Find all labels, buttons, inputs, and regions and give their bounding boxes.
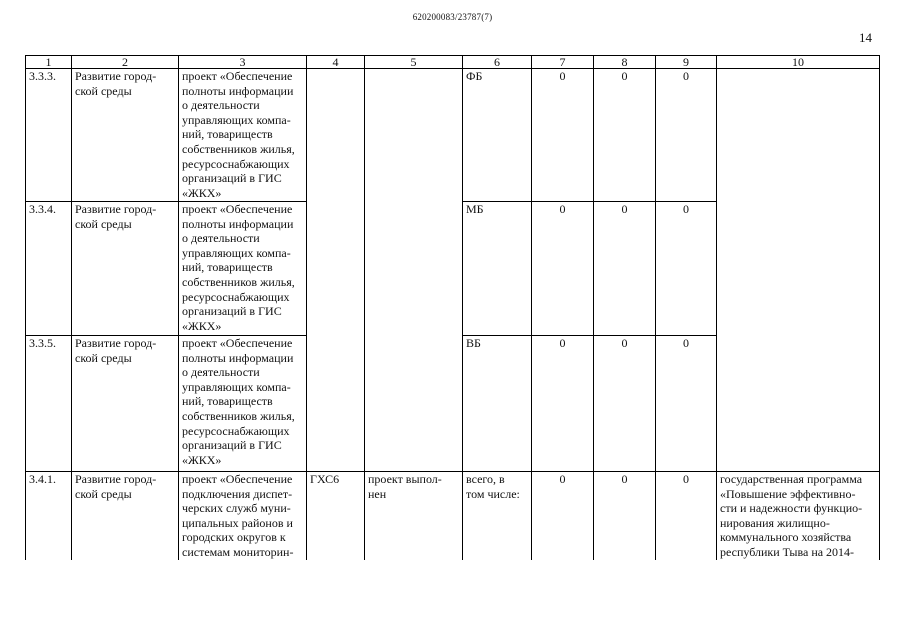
column-header: 9	[656, 56, 717, 69]
row-number: 3.3.5.	[26, 336, 72, 472]
column-header: 1	[26, 56, 72, 69]
funding-source-cell: МБ	[463, 202, 532, 336]
column-header: 6	[463, 56, 532, 69]
value-cell: 0	[656, 336, 717, 472]
value-cell: 0	[532, 202, 594, 336]
column-header: 2	[72, 56, 179, 69]
column-header: 3	[179, 56, 307, 69]
status-cell	[365, 69, 463, 472]
indicator-cell	[307, 69, 365, 472]
program-table	[25, 55, 880, 560]
column-header: 7	[532, 56, 594, 69]
column-header: 10	[717, 56, 880, 69]
funding-source-cell: ФБ	[463, 69, 532, 202]
funding-source-cell: ВБ	[463, 336, 532, 472]
value-cell: 0	[656, 472, 717, 560]
indicator-cell: ГХС6	[307, 472, 365, 560]
table-header-row	[26, 56, 880, 69]
project-cell: проект «Обеспечение полноты информации о деятельности управляющих компа- ний, товариществ собственников жилья, ресурсоснабжающих организаций в ГИС «ЖКХ»	[179, 69, 307, 202]
value-cell: 0	[594, 202, 656, 336]
direction-cell: Развитие город- ской среды	[72, 336, 179, 472]
table-row	[26, 69, 880, 202]
project-cell: проект «Обеспечение полноты информации о деятельности управляющих компа- ний, товариществ собственников жилья, ресурсоснабжающих организаций в ГИС «ЖКХ»	[179, 336, 307, 472]
value-cell: 0	[532, 69, 594, 202]
column-header: 4	[307, 56, 365, 69]
page-number: 14	[859, 30, 872, 45]
program-cell	[717, 69, 880, 472]
direction-cell: Развитие город- ской среды	[72, 202, 179, 336]
value-cell: 0	[532, 472, 594, 560]
status-cell: проект выпол- нен	[365, 472, 463, 560]
program-cell: государственная программа «Повышение эффективно- сти и надежности функцио- нирования жилищно- коммунального хозяйства республики Тыва на 2014-	[717, 472, 880, 560]
document-code: 620200083/23787(7)	[412, 12, 493, 22]
value-cell: 0	[656, 69, 717, 202]
value-cell: 0	[594, 69, 656, 202]
column-header: 8	[594, 56, 656, 69]
column-header: 5	[365, 56, 463, 69]
value-cell: 0	[532, 336, 594, 472]
row-number: 3.4.1.	[26, 472, 72, 560]
project-cell: проект «Обеспечение подключения диспет- черских служб муни- ципальных районов и городских округов к системам мониторин-	[179, 472, 307, 560]
direction-cell: Развитие город- ской среды	[72, 69, 179, 202]
direction-cell: Развитие город- ской среды	[72, 472, 179, 560]
value-cell: 0	[594, 472, 656, 560]
value-cell: 0	[594, 336, 656, 472]
table-row	[26, 472, 880, 560]
row-number: 3.3.4.	[26, 202, 72, 336]
funding-source-cell: всего, в том числе:	[463, 472, 532, 560]
value-cell: 0	[656, 202, 717, 336]
project-cell: проект «Обеспечение полноты информации о деятельности управляющих компа- ний, товариществ собственников жилья, ресурсоснабжающих организаций в ГИС «ЖКХ»	[179, 202, 307, 336]
row-number: 3.3.3.	[26, 69, 72, 202]
